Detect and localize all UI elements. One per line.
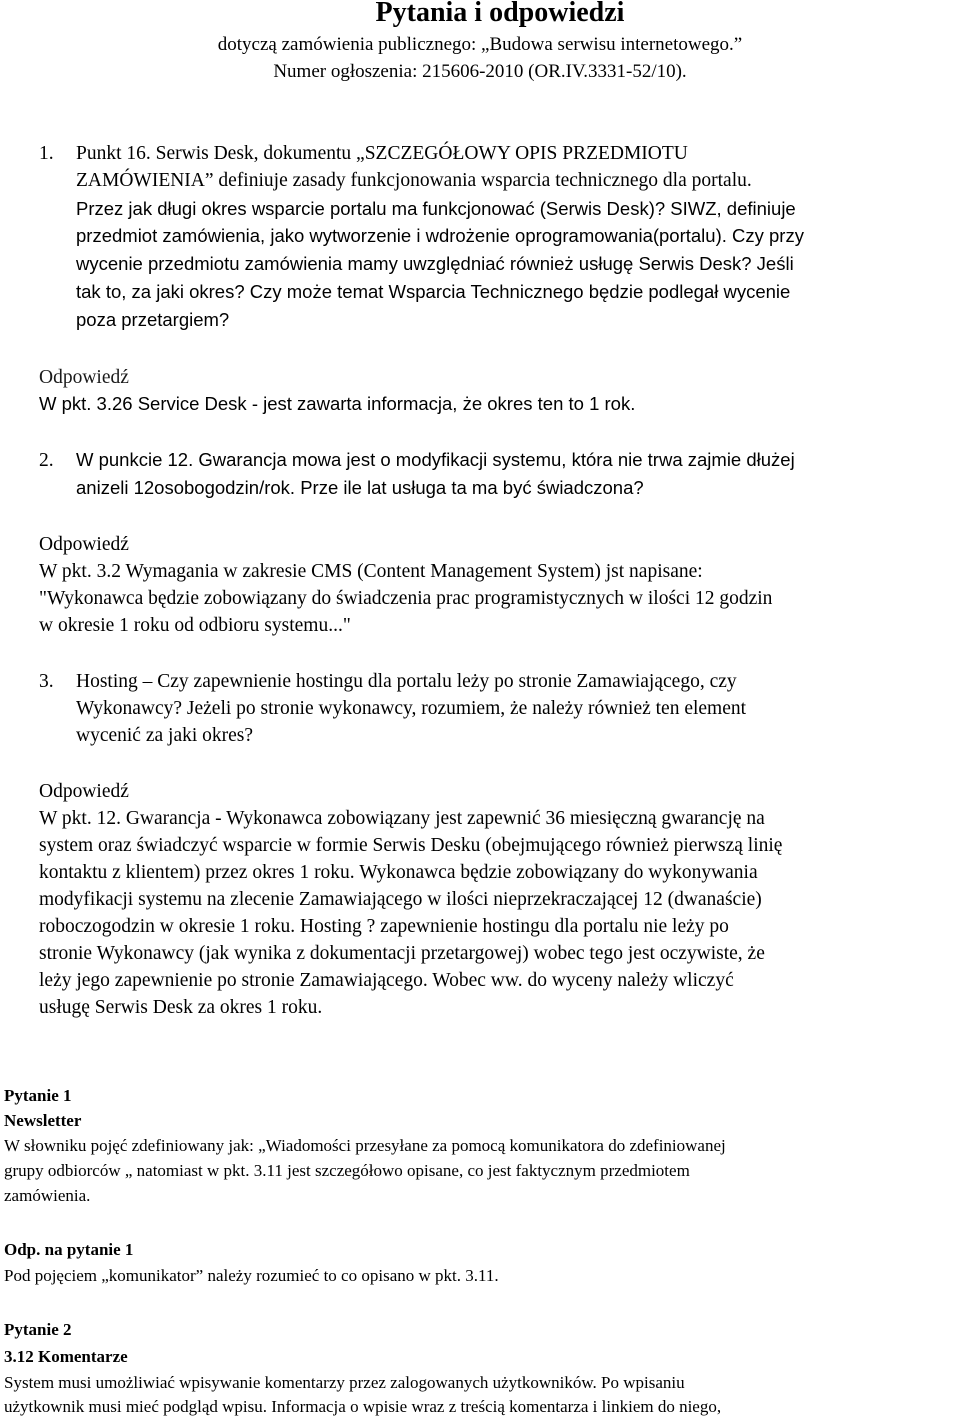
answer-1-line: W pkt. 3.26 Service Desk - jest zawarta informacja, że okres ten to 1 rok. — [39, 393, 636, 414]
question-3-number: 3. — [39, 671, 54, 692]
answer-1-label: Odpowiedź — [39, 367, 129, 388]
question-subheading-komentarze: 3.12 Komentarze — [4, 1347, 128, 1366]
question-1-line: tak to, za jaki okres? Czy może temat Wsparcia Technicznego będzie podlegał wycenie — [76, 281, 791, 302]
question-2-line: W punkcie 12. Gwarancja mowa jest o modyfikacji systemu, która nie trwa zajmie dłużej — [76, 449, 795, 470]
announcement-number: Numer ogłoszenia: 215606-2010 (OR.IV.3331-52/10). — [273, 61, 687, 82]
answer-2-line: w okresie 1 roku od odbioru systemu..." — [39, 615, 351, 636]
answer-3-line: stronie Wykonawcy (jak wynika z dokumentacji przetargowej) wobec tego jest oczywiste, że — [39, 943, 765, 964]
question-1-number: 1. — [39, 143, 54, 164]
answer-3-line: modyfikacji systemu na zlecenie Zamawiającego w ilości nieprzekraczającej 12 (dwanaście) — [39, 889, 762, 910]
answer-3-label: Odpowiedź — [39, 781, 129, 802]
question-2-number: 2. — [39, 450, 54, 471]
answer-3-line: roboczogodzin w okresie 1 roku. Hosting ? zapewnienie hostingu dla portalu nie leży po — [39, 916, 729, 937]
question-1-body-line: zamówienia. — [4, 1186, 91, 1205]
page-title: Pytania i odpowiedzi — [375, 0, 625, 28]
question-1-line: przedmiot zamówienia, jako wytworzenie i wdrożenie oprogramowania(portalu). Czy przy — [76, 225, 804, 246]
question-2-body-line: System musi umożliwiać wpisywanie komentarzy przez zalogowanych użytkowników. Po wpisaniu — [4, 1373, 685, 1392]
question-1-body-line: grupy odbiorców „ natomiast w pkt. 3.11 jest szczegółowo opisane, co jest faktycznym przedmiotem — [4, 1161, 690, 1180]
answer-2-line: W pkt. 3.2 Wymagania w zakresie CMS (Content Management System) jst napisane: — [39, 561, 703, 582]
question-1-body-line: W słowniku pojęć zdefiniowany jak: „Wiadomości przesyłane za pomocą komunikatora do zdefiniowanej — [4, 1136, 726, 1155]
answer-3-line: W pkt. 12. Gwarancja - Wykonawca zobowiązany jest zapewnić 36 miesięczną gwarancję na — [39, 808, 765, 829]
answer-2-label: Odpowiedź — [39, 534, 129, 555]
question-1-line: Punkt 16. Serwis Desk, dokumentu „SZCZEGÓŁOWY OPIS PRZEDMIOTU — [76, 143, 688, 164]
question-heading-2: Pytanie 2 — [4, 1320, 72, 1339]
answer-heading-1: Odp. na pytanie 1 — [4, 1240, 134, 1259]
question-2-body-line: użytkownik musi mieć podgląd wpisu. Informacja o wpisie wraz z treścią komentarza i linkiem do niego, — [4, 1397, 722, 1416]
question-subheading-newsletter: Newsletter — [4, 1111, 82, 1130]
question-3-line: Hosting – Czy zapewnienie hostingu dla portalu leży po stronie Zamawiającego, czy — [76, 671, 737, 692]
question-1-line: poza przetargiem? — [76, 309, 230, 330]
answer-1-body-line: Pod pojęciem „komunikator” należy rozumieć to co opisano w pkt. 3.11. — [4, 1266, 499, 1285]
answer-3-line: usługę Serwis Desk za okres 1 roku. — [39, 997, 323, 1018]
answer-3-line: system oraz świadczyć wsparcie w formie Serwis Desku (obejmującego również pierwszą linię — [39, 835, 783, 856]
answer-2-line: "Wykonawca będzie zobowiązany do świadczenia prac programistycznych w ilości 12 godzin — [39, 588, 773, 609]
question-1-line: wycenie przedmiotu zamówienia mamy uwzględniać również usługę Serwis Desk? Jeśli — [76, 253, 794, 274]
question-2-line: anizeli 12osobogodzin/rok. Prze ile lat usługa ta ma być świadczona? — [76, 477, 644, 498]
question-1-line: ZAMÓWIENIA” definiuje zasady funkcjonowania wsparcia technicznego dla portalu. — [76, 170, 752, 191]
question-1-line: Przez jak długi okres wsparcie portalu ma funkcjonować (Serwis Desk)? SIWZ, definiuje — [76, 198, 796, 219]
question-heading-1: Pytanie 1 — [4, 1086, 72, 1105]
question-3-line: Wykonawcy? Jeżeli po stronie wykonawcy, rozumiem, że należy również ten element — [76, 698, 747, 719]
page-subtitle: dotyczą zamówienia publicznego: „Budowa serwisu internetowego.” — [217, 34, 743, 55]
question-3-line: wycenić za jaki okres? — [76, 725, 254, 746]
answer-3-line: leży jego zapewnienie po stronie Zamawiającego. Wobec ww. do wyceny należy wliczyć — [39, 970, 734, 991]
answer-3-line: kontaktu z klientem) przez okres 1 roku. Wykonawca będzie zobowiązany do wykonywania — [39, 862, 758, 883]
